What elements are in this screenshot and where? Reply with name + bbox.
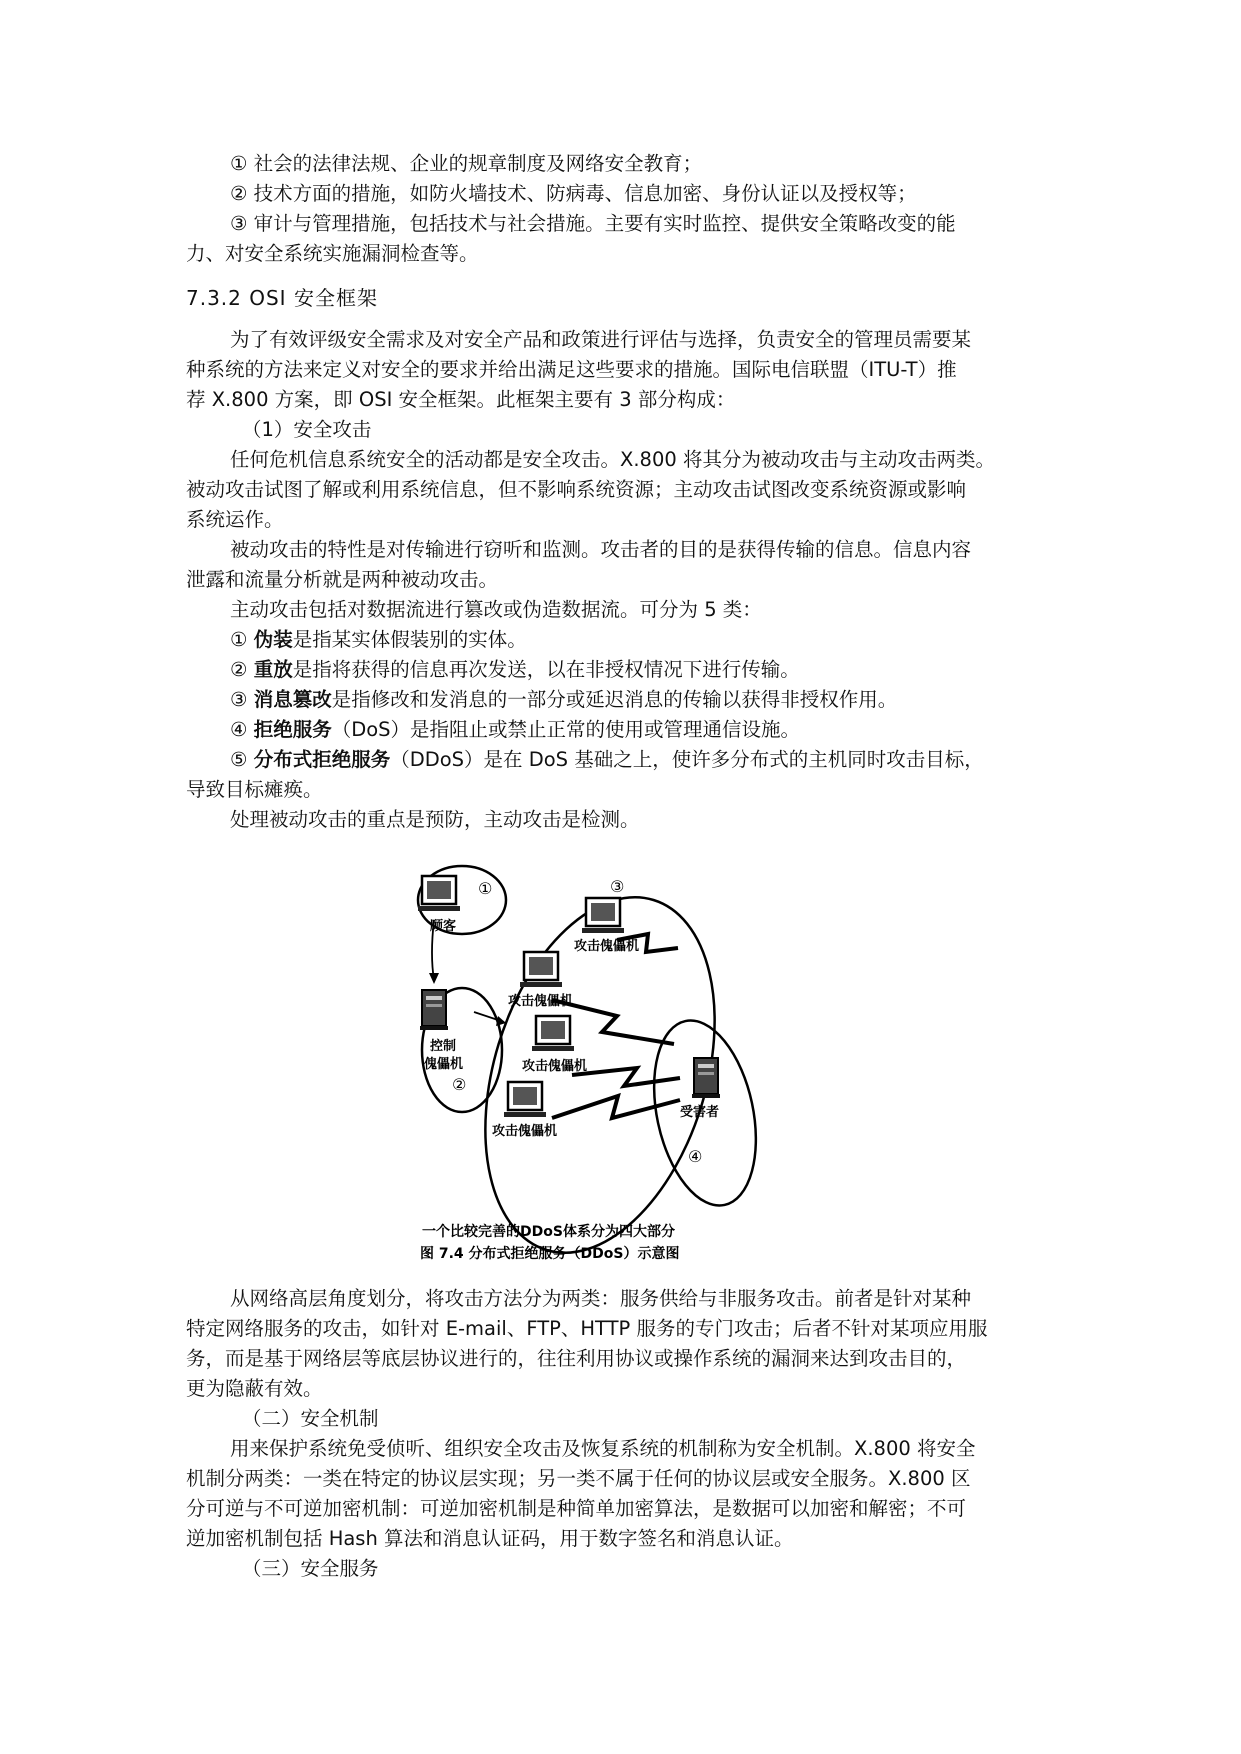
item-number: ④ bbox=[230, 718, 248, 741]
item-term: 重放 bbox=[253, 658, 293, 681]
paragraph-line: 逆加密机制包括 Hash 算法和消息认证码，用于数字签名和消息认证。 bbox=[186, 1527, 794, 1550]
attack-item-2 bbox=[230, 655, 1100, 685]
paragraph-line: 机制分两类：一类在特定的协议层实现；另一类不属于任何的协议层或安全服务。X.800 区 bbox=[186, 1467, 971, 1490]
label-zombie-3: 攻击傀儡机 bbox=[522, 1059, 588, 1074]
item-number: ① bbox=[230, 628, 248, 651]
item-number: ② bbox=[230, 658, 248, 681]
item-term: 消息篡改 bbox=[253, 688, 332, 711]
label-victim: 受害者 bbox=[680, 1105, 720, 1120]
paragraph-line: 从网络高层角度划分，将攻击方法分为两类：服务供给与非服务攻击。前者是针对某种 bbox=[230, 1287, 972, 1310]
attack-item-4 bbox=[230, 715, 1100, 745]
label-zombie-4: 攻击傀儡机 bbox=[492, 1124, 558, 1139]
paragraph-line: 更为隐蔽有效。 bbox=[186, 1377, 323, 1400]
zombie-computer-icon bbox=[582, 898, 624, 933]
paragraph-line: 荐 X.800 方案，即 OSI 安全框架。此框架主要有 3 部分构成： bbox=[186, 388, 736, 411]
attack-bolt-3 bbox=[572, 1068, 680, 1086]
paragraph-line: 泄露和流量分析就是两种被动攻击。 bbox=[186, 568, 499, 591]
ddos-figure bbox=[412, 860, 820, 1266]
label-controller-1: 控制 bbox=[430, 1039, 457, 1054]
list-item-3-cont: 力、对安全系统实施漏洞检查等。 bbox=[186, 242, 479, 265]
item-number: ③ bbox=[230, 688, 248, 711]
paragraph-line: 特定网络服务的攻击，如针对 E-mail、FTP、HTTP 服务的专门攻击；后者不针对某项应用服 bbox=[186, 1317, 988, 1340]
arrowhead bbox=[429, 973, 439, 984]
label-controller-2: 傀儡机 bbox=[424, 1057, 464, 1072]
paragraph-line: 为了有效评级安全需求及对安全产品和政策进行评估与选择，负责安全的管理员需要某 bbox=[230, 328, 972, 351]
item-number: ⑤ bbox=[230, 748, 248, 771]
paragraph-line: 务，而是基于网络层等底层协议进行的，往往利用协议或操作系统的漏洞来达到攻击目的， bbox=[186, 1347, 967, 1370]
zombie-computer-icon bbox=[504, 1082, 546, 1117]
ddos-diagram bbox=[412, 860, 820, 1266]
subsection-title: （三）安全服务 bbox=[242, 1557, 379, 1580]
list-item-2: ② 技术方面的措施，如防火墙技术、防病毒、信息加密、身份认证以及授权等； bbox=[230, 182, 917, 205]
subsection-title: （二）安全机制 bbox=[242, 1407, 379, 1430]
item-text: 是指将获得的信息再次发送，以在非授权情况下进行传输。 bbox=[292, 658, 800, 681]
list-item-1: ① 社会的法律法规、企业的规章制度及网络安全教育； bbox=[230, 152, 703, 175]
paragraph-line: 种系统的方法来定义对安全的要求并给出满足这些要求的措施。国际电信联盟（ITU-T）推 bbox=[186, 358, 957, 381]
victim-server-icon bbox=[692, 1058, 720, 1098]
controller-server-icon bbox=[420, 990, 448, 1030]
subsection-title: （1）安全攻击 bbox=[242, 418, 372, 441]
item-text: 是指某实体假装别的实体。 bbox=[292, 628, 527, 651]
figure-subcaption: 一个比较完善的DDoS体系分为四大部分 bbox=[422, 1224, 675, 1240]
item-term: 拒绝服务 bbox=[253, 718, 332, 741]
label-client: 顾客 bbox=[430, 919, 457, 934]
region-number-4: ④ bbox=[688, 1147, 703, 1166]
paragraph-line: 分可逆与不可逆加密机制：可逆加密机制是种简单加密算法，是数据可以加密和解密；不可 bbox=[186, 1497, 967, 1520]
figure-caption: 图 7.4 分布式拒绝服务（DDoS）示意图 bbox=[420, 1246, 680, 1262]
item-text: （DoS）是指阻止或禁止正常的使用或管理通信设施。 bbox=[331, 718, 801, 741]
attack-item-1 bbox=[230, 625, 1100, 655]
list-item-3: ③ 审计与管理措施，包括技术与社会措施。主要有实时监控、提供安全策略改变的能 bbox=[230, 212, 956, 235]
region-number-1: ① bbox=[478, 879, 493, 898]
paragraph-line: 处理被动攻击的重点是预防，主动攻击是检测。 bbox=[230, 808, 640, 831]
item-term: 伪装 bbox=[253, 628, 293, 651]
item-term: 分布式拒绝服务 bbox=[253, 748, 391, 771]
item-text: （DDoS）是在 DoS 基础之上，使许多分布式的主机同时攻击目标， bbox=[390, 748, 984, 771]
item-text: 是指修改和发消息的一部分或延迟消息的传输以获得非授权作用。 bbox=[331, 688, 898, 711]
paragraph-line: 任何危机信息系统安全的活动都是安全攻击。X.800 将其分为被动攻击与主动攻击两类。 bbox=[230, 448, 995, 471]
paragraph-line: 系统运作。 bbox=[186, 508, 284, 531]
paragraph-line: 被动攻击试图了解或利用系统信息，但不影响系统资源；主动攻击试图改变系统资源或影响 bbox=[186, 478, 967, 501]
region-number-2: ② bbox=[452, 1075, 467, 1094]
section-heading: 7.3.2 OSI 安全框架 bbox=[186, 286, 378, 310]
region-number-3: ③ bbox=[610, 877, 625, 896]
paragraph-line: 主动攻击包括对数据流进行篡改或伪造数据流。可分为 5 类： bbox=[230, 598, 762, 621]
client-computer-icon bbox=[418, 876, 460, 911]
paragraph-line: 被动攻击的特性是对传输进行窃听和监测。攻击者的目的是获得传输的信息。信息内容 bbox=[230, 538, 972, 561]
attack-item-5-cont: 导致目标瘫痪。 bbox=[186, 778, 323, 801]
zombie-computer-icon bbox=[532, 1016, 574, 1051]
paragraph-line: 用来保护系统免受侦听、组织安全攻击及恢复系统的机制称为安全机制。X.800 将安全 bbox=[230, 1437, 976, 1460]
attack-item-5 bbox=[230, 745, 1100, 775]
label-zombie-1: 攻击傀儡机 bbox=[574, 939, 640, 954]
label-zombie-2: 攻击傀儡机 bbox=[508, 994, 574, 1009]
attack-item-3 bbox=[230, 685, 1100, 715]
attack-bolt-4 bbox=[552, 1096, 680, 1118]
